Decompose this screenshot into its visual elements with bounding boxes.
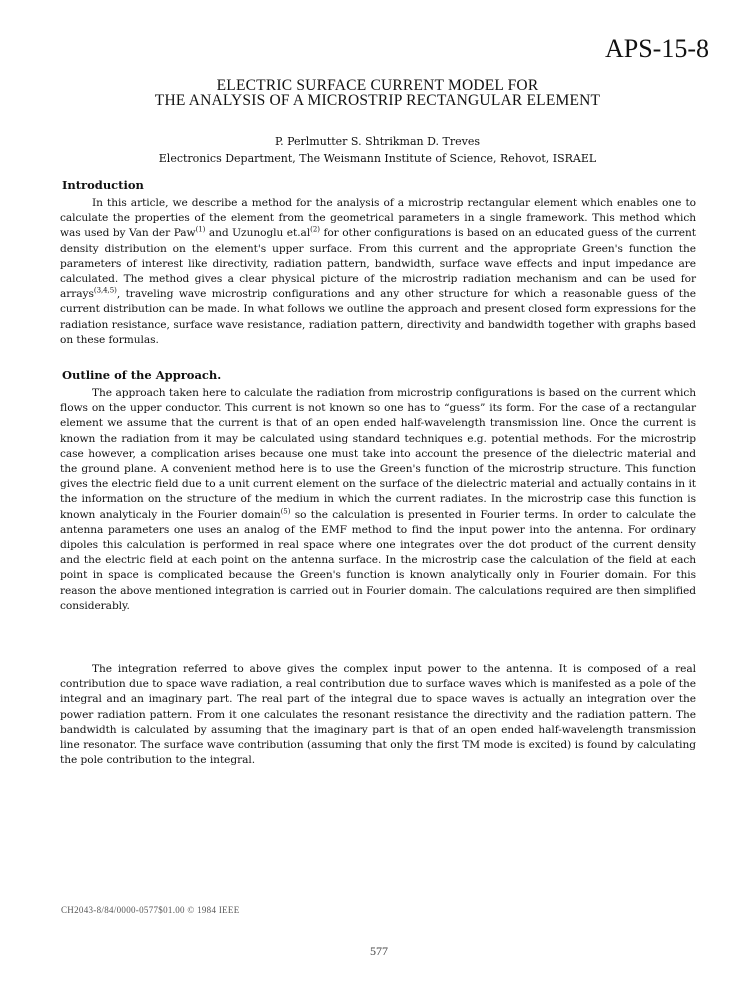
title-line-1: ELECTRIC SURFACE CURRENT MODEL FOR: [216, 77, 539, 94]
citation-ref: (5): [280, 507, 291, 516]
page-number: 577: [370, 944, 388, 958]
paper-title: [0, 78, 755, 108]
title-line-2: THE ANALYSIS OF A MICROSTRIP RECTANGULAR ELEMENT: [154, 92, 601, 109]
author-names: P. Perlmutter S. Shtrikman D. Treves: [274, 135, 481, 148]
citation-ref: (1): [195, 225, 206, 234]
section-heading-outline: Outline of the Approach.: [62, 368, 222, 382]
text-run: for other configurations is based on an educated guess of the current density distribution on the element's upper surface. From this current and the appropriate Green's function the parameters of interest like directivity, radiation pattern, bandwidth, surface wave effects and input impedance are calculated. The method gives a clear physical picture of the microstrip radiation mechanism and can be used for arrays: [60, 227, 696, 301]
text-run: The approach taken here to calculate the radiation from microstrip configurations is based on the current which flows on the upper conductor. This current is not known so one has to “guess” its form. For the case of a rectangular element we assume that the current is that of an open ended half-wavelength transmission line. Once the current is known the radiation from it may be calculated using standard techniques e.g. potential methods. For the microstrip case however, a complication arises because one must take into account the presence of the dielectric material and the ground plane. A convenient method here is to use the Green's function of the microstrip structure. This function gives the electric field due to a unit current element on the surface of the dielectric material and actually contains in it the information on the structure of the medium in which the current radiates. In the microstrip case this function is known analyticaly in the Fourier domain: [60, 387, 696, 521]
text-run: In this article, we describe a method for the analysis of a microstrip rectangular element which enables one to calculate the properties of the element from the geometrical parameters in a single framework. This method which was used by Van der Paw: [60, 197, 696, 240]
section-heading-introduction: Introduction: [62, 178, 144, 192]
author-affiliation: Electronics Department, The Weismann Institute of Science, Rehovot, ISRAEL: [158, 152, 597, 165]
text-run: , traveling wave microstrip configurations and any other structure for which a reasonable guess of the current distribution can be made. In what follows we outline the approach and present closed form expressions for the radiation resistance, surface wave resistance, radiation pattern, directivity and bandwidth together with graphs based on these formulas.: [60, 288, 696, 346]
citation-ref: (3,4,5): [93, 286, 117, 295]
text-run: and Uzunoglu et.al: [205, 227, 311, 240]
author-block: [0, 133, 755, 167]
outline-paragraph-2: The integration referred to above gives the complex input power to the antenna. It is composed of a real contribution due to space wave radiation, a real contribution due to surface waves which is manifested as a pole of the integral and an imaginary part. The real part of the integral due to space waves is actually an integration over the power radiation pattern. From it one calculates the resonant resistance the directivity and the radiation pattern. The bandwidth is calculated by assuming that the imaginary part is that of an open ended half-wavelength transmission line resonator. The surface wave contribution (assuming that only the first TM mode is excited) is found by calculating the pole contribution to the integral.: [60, 663, 696, 767]
introduction-paragraph: [60, 196, 696, 348]
citation-ref: (2): [310, 225, 320, 234]
outline-paragraph-1: [60, 386, 696, 614]
text-run: so the calculation is presented in Fourier terms. In order to calculate the antenna parameters one uses an analog of the EMF method to find the input power into the antenna. For ordinary dipoles this calculation is performed in real space where one integrates over the dot product of the current density and the electric field at each point on the antenna surface. In the microstrip case the calculation of the field at each point in space is complicated because the Green's function is known analytically only in Fourier domain. For this reason the above mentioned integration is carried out in Fourier domain. The calculations required are then simplified considerably.: [60, 508, 696, 612]
catalog-number: CH2043-8/84/0000-0577$01.00 © 1984 IEEE: [61, 905, 240, 915]
paper-code: APS-15-8: [604, 34, 709, 63]
